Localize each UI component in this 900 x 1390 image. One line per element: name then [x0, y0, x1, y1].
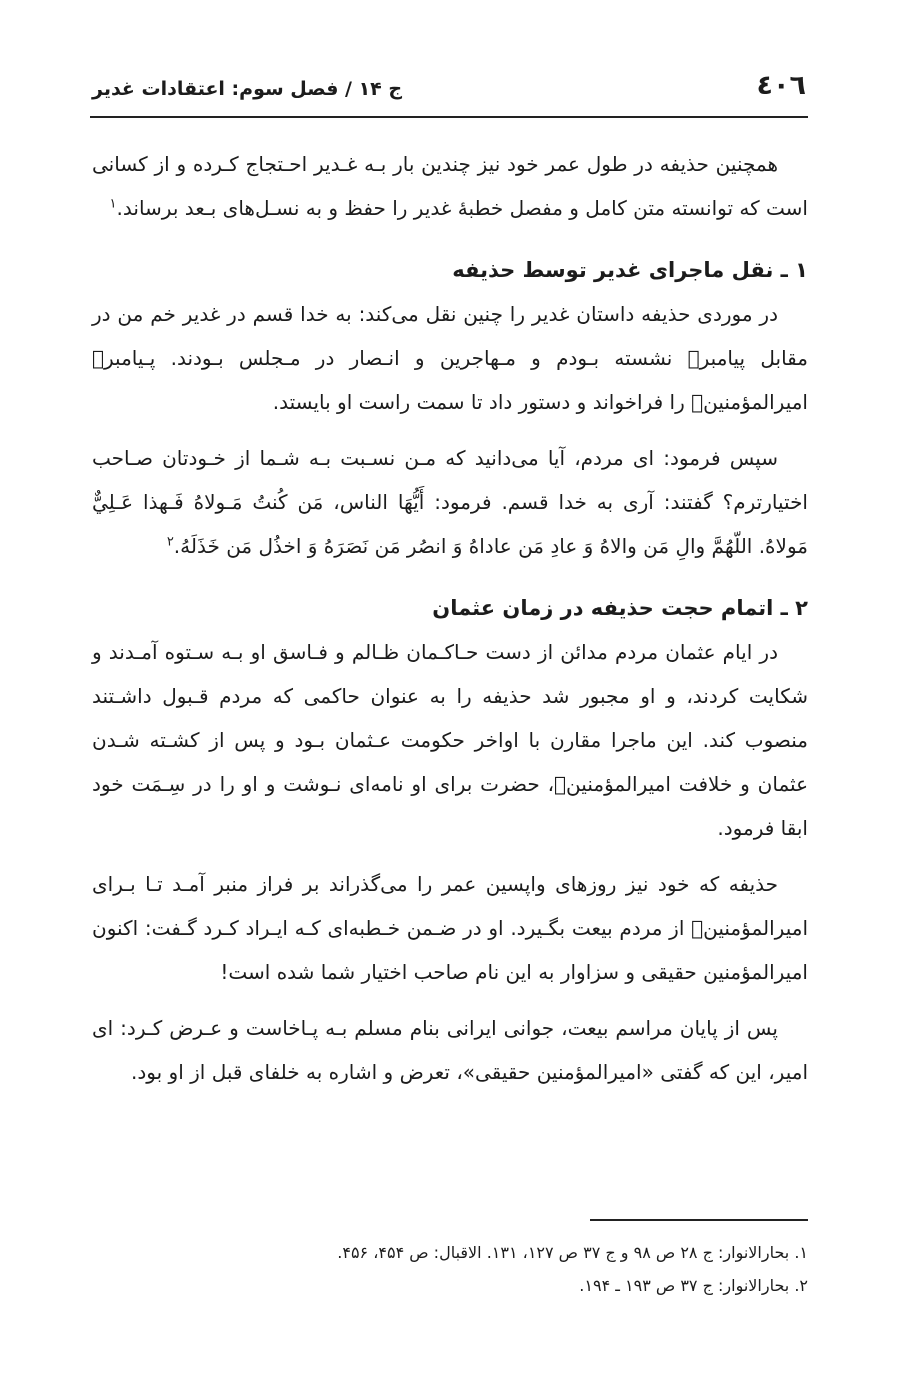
section-heading-2: ٢ ـ اتمام حجت حذیفه در زمان عثمان [432, 596, 808, 620]
section1-paragraph-2-text: سپس فرمود: ای مردم، آیا می‌دانید که مـن نسـبت بـه شـما از خـودتان صـاحب اختیارترم؟ گفتند: آری به خدا قسم. فرمود: أَيُّهَا الناس، مَن كُنتُ مَـولاهُ فَـهذا عَـلِيٌّ مَولاهُ. اللّهُمَّ والِ مَن والاهُ وَ عادِ مَن عاداهُ وَ انصُر مَن نَصَرَهُ وَ اخذُل مَن خَذَلَهُ. [92, 446, 808, 558]
section1-paragraph-1: در موردی حذیفه داستان غدیر را چنین نقل می‌کند: به خدا قسم در غدیر خم من در مقابل پیامبرﷺ نشسته بـودم و مـهاجرین و انـصار در مـجلس بـودند. پـیامبرﷺ امیرالمؤمنینؑ را فراخواند و دستور داد تا سمت راست او بایستد. [92, 302, 808, 414]
section2-paragraph-1: در ایام عثمان مردم مدائن از دست حـاکـمان ظـالم و فـاسق او بـه سـتوه آمـدند و شکایت کردند، و او مجبور شد حذیفه را به عنوان حاکمی که مردم قـبول داشـتند منصوب کند. این ماجرا مقارن با اواخر حکومت عـثمان بـود و پس از کشـته شـدن عثمان و خلافت امیرالمؤمنینؑ، حضرت برای او نامه‌ای نـوشت و او را در سِـمَت خود ابقا فرمود. [92, 640, 808, 840]
footnote-1: ١. بحارالانوار: ج ٢٨ ص ٩٨ و ج ٣٧ ص ١٢٧، ١٣١. الاقبال: ص ۴۵۴، ۴۵۶. [337, 1243, 808, 1262]
page-number: ٤٠٦ [756, 70, 806, 101]
section1-paragraph-2 [92, 436, 808, 568]
footnote-divider [590, 1219, 808, 1221]
body-text [92, 142, 808, 1094]
section2-paragraph-3: پس از پایان مراسم بیعت، جوانی ایرانی بنام مسلم بـه پـاخاست و عـرض کـرد: ای امیر، این که گفتی «امیرالمؤمنین حقیقی»، تعرض و اشاره به خلفای قبل از او بود. [92, 1016, 808, 1084]
running-header [90, 66, 808, 118]
footnotes [92, 1236, 808, 1302]
intro-text: همچنین حذیفه در طول عمر خود نیز چندین بار بـه غـدیر احـتجاج کـرده و از کسانی است که توانسته متن کامل و مفصل خطبهٔ غدیر را حفظ و به نسـل‌های بـعد برساند. [92, 152, 808, 220]
footnote-ref-1: ١ [109, 196, 117, 212]
footnote-ref-2: ٢ [166, 534, 174, 550]
section-heading-1: ١ ـ نقل ماجرای غدیر توسط حذیفه [452, 258, 808, 282]
intro-paragraph [92, 142, 808, 230]
chapter-title: ج ١۴ / فصل سوم: اعتقادات غدیر [92, 78, 403, 100]
footnote-2: ٢. بحارالانوار: ج ٣٧ ص ١٩٣ ـ ١٩۴. [579, 1276, 808, 1295]
section2-paragraph-2: حذیفه که خود نیز روزهای واپسین عمر را می‌گذراند بر فراز منبر آمـد تـا بـرای امیرالمؤمنینؑ از مردم بیعت بگـیرد. او در ضـمن خـطبه‌ای کـه ایـراد کـرد گـفت: اکنون امیرالمؤمنین حقیقی و سزاوار به این نام صاحب اختیار شما شده است! [92, 872, 808, 984]
